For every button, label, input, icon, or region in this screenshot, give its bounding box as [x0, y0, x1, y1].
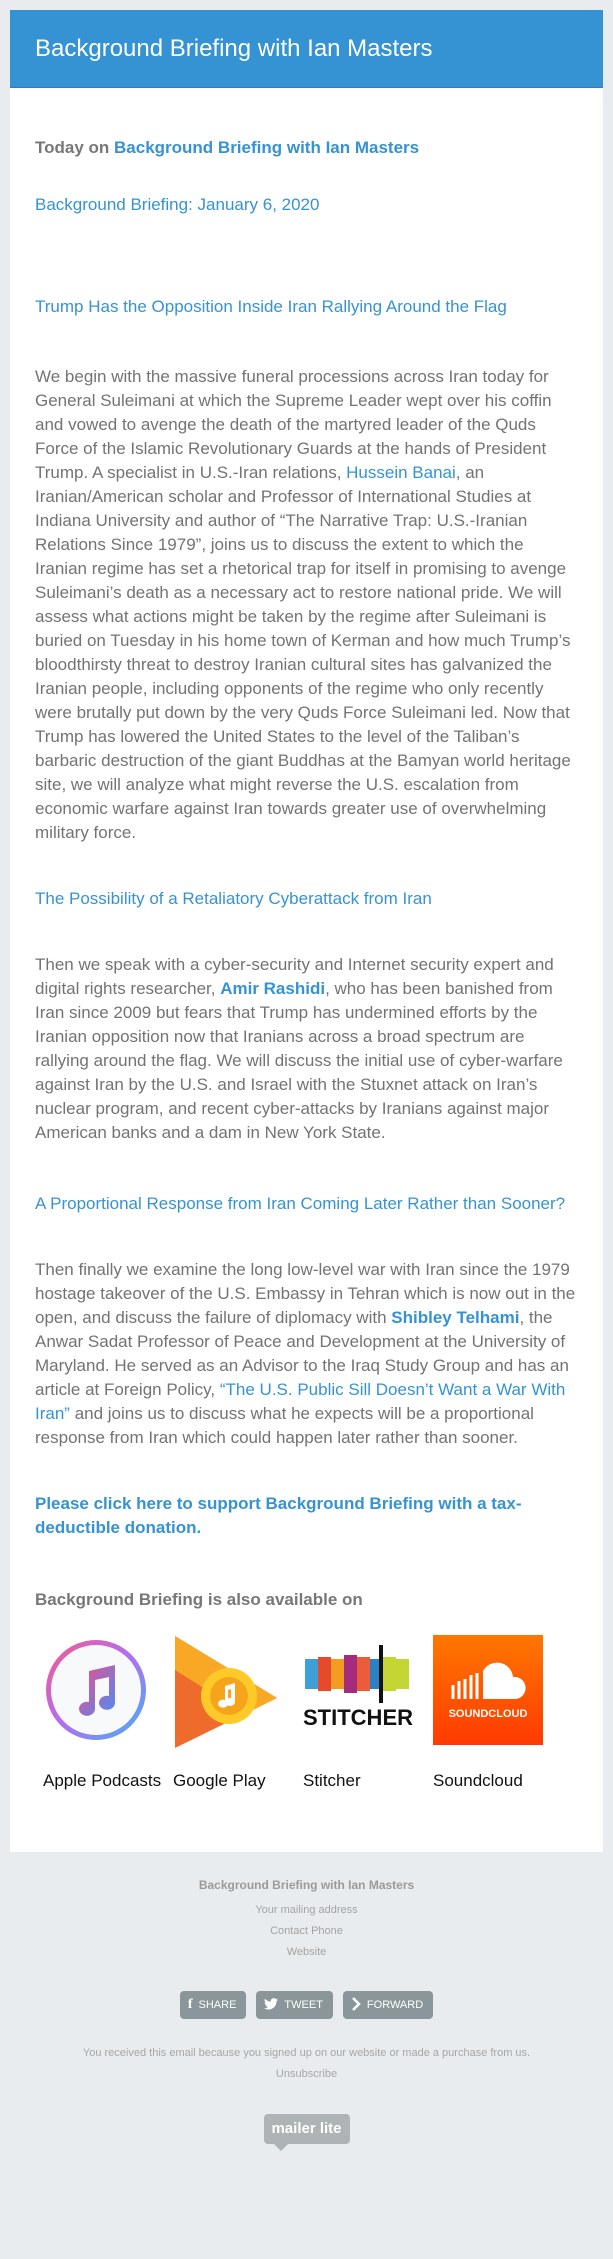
today-prefix: Today on	[35, 138, 115, 157]
social-share-row	[0, 1991, 613, 2019]
footer-phone: Contact Phone	[270, 1925, 343, 1937]
platform-name: Soundcloud	[433, 1771, 523, 1790]
soundcloud-icon	[433, 1630, 543, 1750]
guest-link-amir-rashidi[interactable]: Amir Rashidi	[220, 979, 326, 998]
forward-label: FORWARD	[366, 1999, 424, 2011]
stitcher-logo-text: STITCHER	[303, 1705, 413, 1730]
apple-podcasts-icon	[43, 1630, 153, 1750]
tweet-label: TWEET	[284, 1999, 323, 2011]
segment-1-title[interactable]: Trump Has the Opposition Inside Iran Rallying Around the Flag	[35, 297, 507, 316]
footer-sender-name: Background Briefing with Ian Masters	[198, 1878, 415, 1892]
subscription-notice: You received this email because you signed up on our website or made a purchase from us.	[82, 2047, 531, 2059]
article-link[interactable]: “The U.S. Public Sill Doesn’t Want a War With Iran”	[35, 1380, 566, 1423]
google-play-icon	[173, 1630, 283, 1750]
platform-soundcloud[interactable]	[433, 1630, 561, 1792]
platform-google-play[interactable]	[173, 1630, 301, 1792]
segment-3-text-a: Then finally we examine the long low-level war with Iran since the 1979 hostage takeover of the U.S. Embassy in Tehran which is now out in the open, and discuss the failure of diplomacy with	[35, 1260, 576, 1327]
segment-1-text-b: , an Iranian/American scholar and Professor of International Studies at Indiana University and author of “The Narrative Trap: U.S.-Iranian Relations Since 1979”, joins us to discuss the extent to which the Iranian regime has set a rhetorical trap for itself in promising to avenge Suleimani’s death as a necessary act to restore national pride. We will assess what actions might be taken by the regime after Suleimani is buried on Tuesday in his home town of Kerman and how much Trump’s bloodthirsty threat to destroy Iranian cultural sites has galvanized the Iranian people, including opponents of the regime who only recently were brutally put down by the very Quds Force Suleimani led. Now that Trump has lowered the United States to the level of the Taliban’s barbaric destruction of the giant Buddhas at the Bamyan world heritage site, we will analyze what might reverse the U.S. escalation from economic warfare against Iran towards greater use of overwhelming military force.	[35, 463, 571, 842]
platform-list	[35, 1630, 578, 1852]
mailerlite-badge[interactable]	[264, 2114, 350, 2144]
platform-name: Apple Podcasts	[43, 1771, 162, 1790]
share-button[interactable]	[180, 1991, 247, 2019]
segment-3-title[interactable]: A Proportional Response from Iran Coming Later Rather than Sooner?	[35, 1194, 566, 1213]
segment-1-description	[35, 365, 578, 845]
availability-title: Background Briefing is also available on	[35, 1590, 363, 1609]
guest-link-hussein-banai[interactable]: Hussein Banai	[346, 463, 456, 482]
tweet-button[interactable]	[256, 1991, 333, 2019]
chevron-right-icon	[351, 1997, 361, 2014]
email-footer	[0, 1852, 613, 2144]
segment-3-text-c: and joins us to discuss what he expects will be a proportional response from Iran which could happen later rather than sooner.	[35, 1404, 534, 1447]
mailerlite-logo-text: mailer lite	[271, 2120, 342, 2137]
share-label: SHARE	[198, 1999, 237, 2011]
email-container	[10, 10, 603, 1852]
email-content	[10, 88, 603, 1852]
donation-link[interactable]: Please click here to support Background Briefing with a tax-deductible donation	[35, 1494, 522, 1537]
twitter-icon	[264, 1998, 278, 2013]
forward-button[interactable]	[343, 1991, 433, 2019]
soundcloud-logo-text: SOUNDCLOUD	[448, 1708, 528, 1720]
today-heading	[35, 88, 578, 158]
header-title: Background Briefing with Ian Masters	[35, 34, 433, 62]
segment-2-text-b: , who has been banished from Iran since 2009 but fears that Trump has undermined efforts by the Iranian opposition now that Iranians across a broad spectrum are rallying around the flag. We will discuss the initial use of cyber-warfare against Iran by the U.S. and Israel with the Stuxnet attack on Iran’s nuclear program, and recent cyber-attacks by Iranians against major American banks and a dam in New York State.	[35, 979, 563, 1142]
unsubscribe-wrapper	[0, 2068, 613, 2080]
unsubscribe-link[interactable]: Unsubscribe	[275, 2068, 338, 2080]
facebook-icon: f	[187, 1997, 193, 2012]
platform-name: Google Play	[173, 1771, 266, 1790]
segment-1-text-a: We begin with the massive funeral processions across Iran today for General Suleimani at which the Supreme Leader wept over his coffin and vowed to avenge the death of the martyred leader of the Quds Force of the Islamic Revolutionary Guards at the hands of President Trump. A specialist in U.S.-Iran relations,	[35, 367, 552, 482]
support-paragraph	[35, 1492, 578, 1540]
stitcher-icon	[303, 1630, 413, 1750]
footer-website: Website	[286, 1946, 327, 1958]
segment-2-text-a: Then we speak with a cyber-security and Internet security expert and digital rights researcher,	[35, 955, 554, 998]
guest-link-shibley-telhami[interactable]: Shibley Telhami	[391, 1308, 520, 1327]
segment-3-text-b: , the Anwar Sadat Professor of Peace and Development at the University of Maryland. He served as an Advisor to the Iraq Study Group and has an article at Foreign Policy,	[35, 1308, 569, 1399]
footer-address: Your mailing address	[255, 1904, 358, 1916]
segment-3-description	[35, 1258, 578, 1450]
episode-date-link[interactable]: Background Briefing: January 6, 2020	[35, 195, 320, 214]
show-link[interactable]: Background Briefing with Ian Masters	[114, 138, 420, 157]
segment-2-title[interactable]: The Possibility of a Retaliatory Cyberattack from Iran	[35, 889, 432, 908]
support-suffix: .	[196, 1518, 202, 1537]
email-header	[10, 10, 603, 88]
segment-2-description	[35, 953, 578, 1145]
platform-apple-podcasts[interactable]	[35, 1630, 171, 1792]
platform-name: Stitcher	[303, 1771, 361, 1790]
platform-stitcher[interactable]	[303, 1630, 431, 1792]
